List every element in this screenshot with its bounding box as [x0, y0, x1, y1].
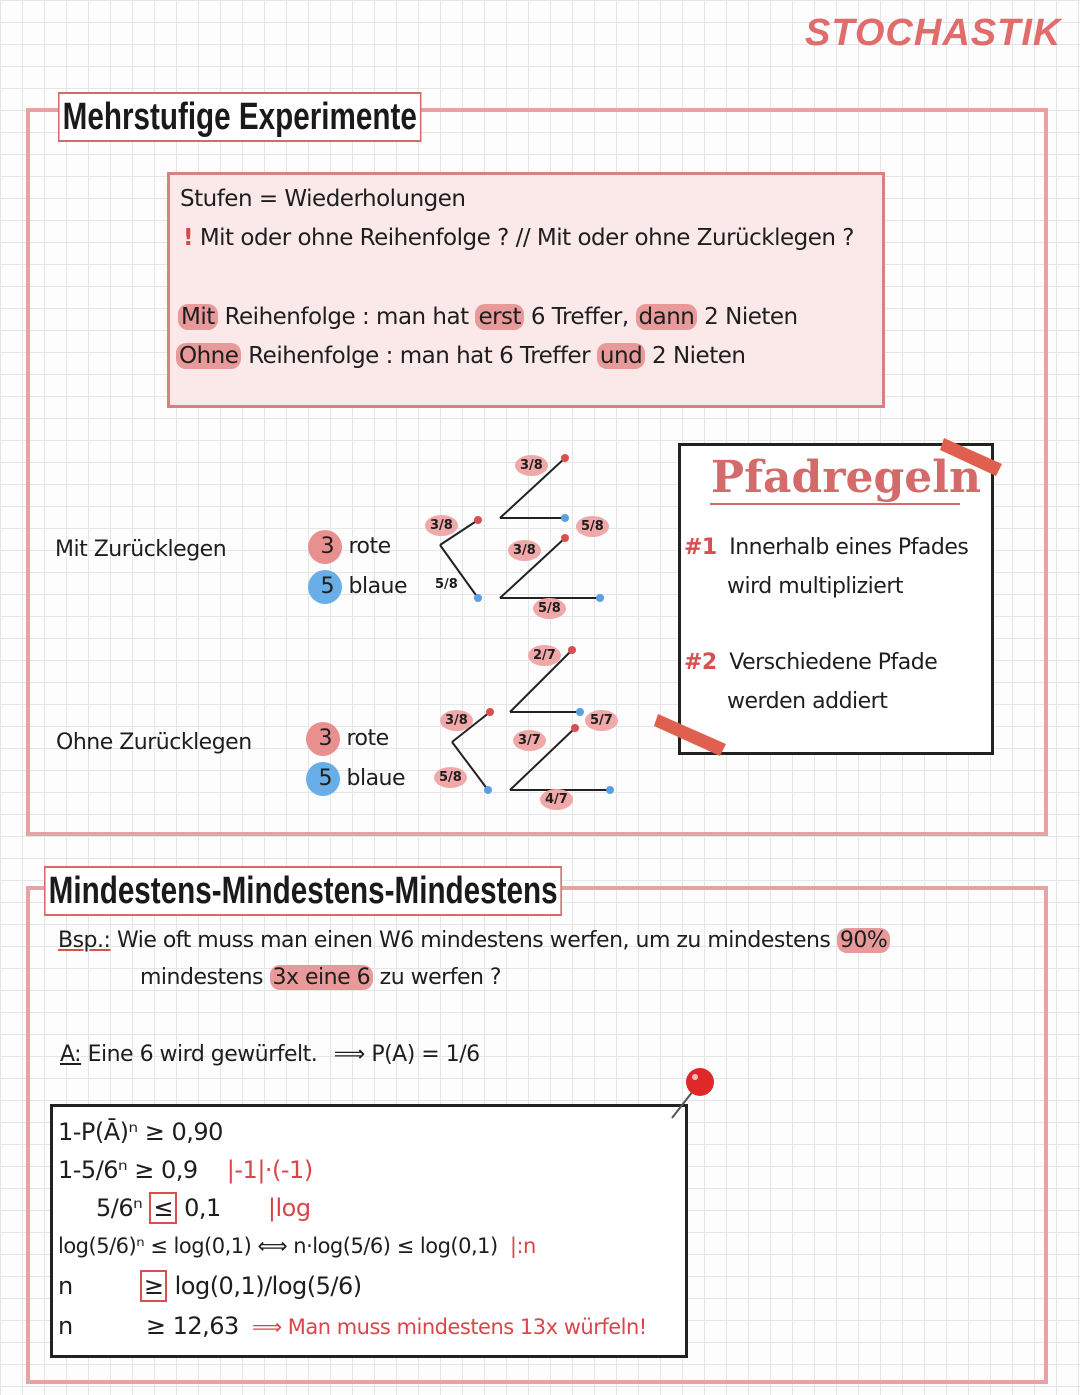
dann-highlight: dann [636, 304, 698, 330]
prob-label: 5/8 [533, 598, 566, 619]
prob-label: 3/8 [515, 455, 548, 476]
red-node [571, 724, 579, 732]
prob-label: 5/8 [434, 767, 467, 788]
pin-icon [660, 1066, 720, 1130]
blue-node [576, 708, 584, 716]
rule-2 [684, 650, 937, 675]
calc-line-2 [58, 1156, 313, 1184]
ohne-zuruecklegen-label: Ohne Zurücklegen [56, 730, 252, 755]
red-node [474, 516, 482, 524]
pfadregeln-title: Pfadregeln [711, 452, 981, 503]
calc-line-1: 1-P(Ā)ⁿ ≥ 0,90 [58, 1118, 223, 1146]
percent-highlight: 90% [837, 928, 890, 953]
erst-highlight: erst [475, 304, 524, 330]
section-heading-mehrstufige: Mehrstufige Experimente [58, 92, 421, 142]
rote-num: 3 [320, 534, 334, 559]
calc-line-3-value: 0,1 [184, 1194, 221, 1222]
ohne-blaue-count [306, 762, 405, 796]
calc-line-6-n: n [58, 1312, 73, 1340]
prob-label: 3/8 [508, 540, 541, 561]
definition-line-mit [178, 304, 798, 330]
blue-node [484, 786, 492, 794]
event-label: A: [60, 1042, 82, 1067]
ohne-text-2: 2 Nieten [645, 343, 746, 369]
definition-question-text: Mit oder ohne Reihenfolge ? // Mit oder ohne Zurücklegen ? [199, 225, 854, 251]
prob-label: 3/8 [425, 515, 458, 536]
prob-label: 2/7 [528, 645, 561, 666]
calc-line-4 [58, 1234, 536, 1258]
rule-2-line-1: Verschiedene Pfade [729, 650, 938, 675]
example-highlight: 3x eine 6 [270, 965, 374, 990]
calc-line-3-text: 5/6ⁿ [96, 1194, 143, 1222]
calc-line-4-text: log(5/6)ⁿ ≤ log(0,1) ⟺ n·log(5/6) ≤ log(0,1) [58, 1234, 498, 1258]
mit-text-1: Reihenfolge : man hat [217, 304, 476, 330]
prob-label: 5/8 [576, 516, 609, 537]
example-text-1: Wie oft muss man einen W6 mindestens werfen, um zu mindestens [116, 928, 831, 953]
example-line-1 [58, 928, 890, 953]
und-highlight: und [597, 343, 645, 369]
prob-label: 3/8 [440, 710, 473, 731]
calc-line-4-note: |:n [509, 1234, 536, 1258]
rule-1-number: #1 [684, 535, 717, 560]
red-node [568, 646, 576, 654]
page-title: STOCHASTIK [805, 12, 1062, 54]
rule-2-line-2: werden addiert [727, 689, 888, 714]
calc-line-2-text: 1-5/6ⁿ ≥ 0,9 [58, 1156, 198, 1184]
rote-num: 3 [318, 726, 332, 751]
mit-text-2: 6 Treffer, [524, 304, 636, 330]
red-node [486, 708, 494, 716]
blaue-num: 5 [320, 574, 334, 599]
rule-1-line-1: Innerhalb eines Pfades [729, 535, 969, 560]
mit-zuruecklegen-label: Mit Zurücklegen [55, 537, 227, 562]
calc-line-6 [58, 1312, 647, 1340]
ohne-highlight: Ohne [176, 343, 241, 369]
event-text: Eine 6 wird gewürfelt. [87, 1042, 318, 1067]
prob-label: 5/8 [435, 577, 458, 592]
calc-line-6-text: ≥ 12,63 [145, 1312, 239, 1340]
blue-node [561, 514, 569, 522]
ohne-rote-count [306, 722, 389, 756]
warning-mark: ! [183, 225, 193, 251]
calc-line-3 [96, 1194, 311, 1222]
red-node [561, 534, 569, 542]
blue-node [596, 594, 604, 602]
mit-text-3: 2 Nieten [697, 304, 798, 330]
blue-node [606, 786, 614, 794]
example-text-2a: mindestens [140, 965, 264, 990]
tape-decoration-icon [652, 708, 732, 758]
rule-2-number: #2 [684, 650, 717, 675]
calc-line-5-sign: ≥ [140, 1270, 168, 1302]
calc-line-5 [58, 1272, 362, 1300]
event-definition [60, 1042, 480, 1067]
calc-line-2-note: |-1|·(-1) [226, 1156, 313, 1184]
blaue-num: 5 [318, 766, 332, 791]
event-probability: ⟹ P(A) = 1/6 [333, 1042, 480, 1067]
calc-line-3-sign: ≤ [149, 1192, 177, 1224]
example-label: Bsp.: [58, 928, 111, 953]
rule-1 [684, 535, 968, 560]
pfadregeln-title-underline [710, 503, 960, 505]
mit-rote-count [308, 530, 391, 564]
section-heading-mindestens: Mindestens-Mindestens-Mindestens [44, 866, 562, 916]
prob-label: 3/7 [513, 730, 546, 751]
rote-label: rote [348, 534, 391, 559]
prob-label: 4/7 [540, 789, 573, 810]
calc-result: ⟹ Man muss mindestens 13x würfeln! [251, 1315, 647, 1339]
ohne-text-1: Reihenfolge : man hat 6 Treffer [241, 343, 597, 369]
mit-highlight: Mit [178, 304, 218, 330]
example-line-2 [140, 965, 501, 990]
definition-line-question [183, 225, 854, 251]
rote-label: rote [346, 726, 389, 751]
calc-line-3-note: |log [267, 1194, 311, 1222]
example-text-2b: zu werfen ? [379, 965, 502, 990]
definition-line-ohne [176, 343, 745, 369]
prob-label: 5/7 [585, 710, 618, 731]
blue-node [474, 594, 482, 602]
blaue-label: blaue [346, 766, 406, 791]
calc-line-5-text: log(0,1)/log(5/6) [174, 1272, 362, 1300]
definition-line-stufen: Stufen = Wiederholungen [180, 186, 466, 212]
rule-1-line-2: wird multipliziert [727, 574, 904, 599]
blaue-label: blaue [348, 574, 408, 599]
red-node [561, 454, 569, 462]
mit-blaue-count [308, 570, 407, 604]
calc-line-5-n: n [58, 1272, 73, 1300]
